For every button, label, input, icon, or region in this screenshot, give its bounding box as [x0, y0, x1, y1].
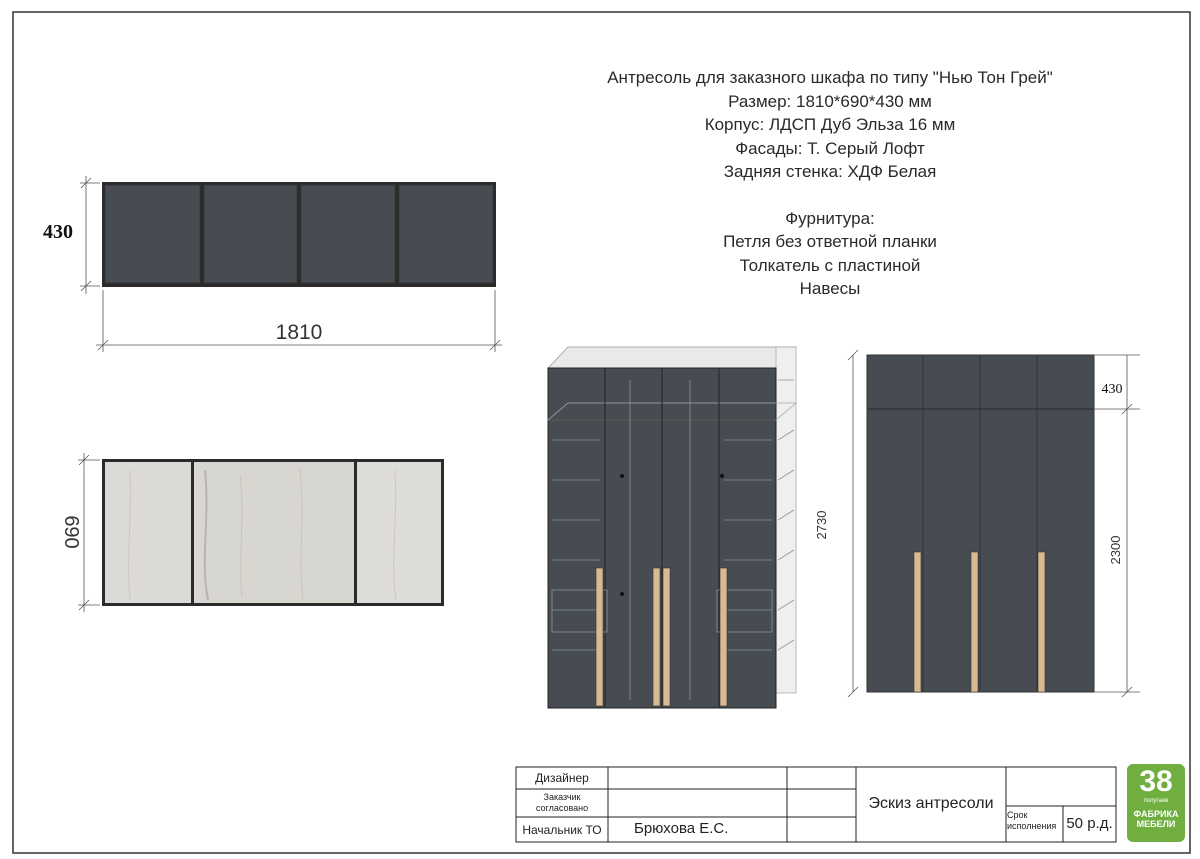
top-panel-2	[194, 462, 354, 603]
mezzanine-top-view	[102, 459, 444, 606]
drawing-title: Эскиз антресоли	[868, 795, 994, 812]
wardrobe-front-view	[867, 355, 1094, 692]
spec-body: Корпус: ЛДСП Дуб Эльза 16 мм	[704, 115, 956, 134]
manager-label: Начальник ТО	[522, 823, 602, 837]
manager-name: Брюхова Е.С.	[634, 820, 729, 837]
total-height-label: 2730	[814, 510, 829, 540]
deadline-label: Срок исполнения	[1007, 810, 1057, 831]
logo-brand-line2: МЕБЕЛИ	[1136, 819, 1176, 829]
handle	[971, 552, 978, 692]
specification-text	[560, 66, 1100, 301]
handle	[663, 568, 670, 706]
spec-size: Размер: 1810*690*430 мм	[728, 91, 932, 111]
front-height-label: 430	[43, 221, 73, 243]
wardrobe-height-label: 2300	[1108, 535, 1123, 565]
handle	[596, 568, 603, 706]
mezzanine-height-label: 430	[1101, 382, 1123, 397]
company-logo	[1127, 764, 1185, 842]
hardware-item: Навесы	[799, 279, 861, 298]
handle	[914, 552, 921, 692]
top-depth-label: 690	[60, 515, 82, 549]
mezzanine-front-view	[102, 182, 496, 287]
customer-label: Заказчик согласовано	[535, 792, 589, 813]
price: 50 р.д.	[1066, 815, 1113, 832]
front-door-4	[399, 185, 493, 283]
front-door-1	[105, 185, 200, 283]
designer-label: Дизайнер	[535, 771, 589, 785]
handle	[653, 568, 660, 706]
handle	[1038, 552, 1045, 692]
handle	[720, 568, 727, 706]
spec-title: Антресоль для заказного шкафа по типу "Нью Тон Грей"	[607, 68, 1053, 87]
hardware-heading: Фурнитура:	[785, 208, 875, 228]
wardrobe-isometric-view	[548, 347, 796, 708]
front-width-label: 1810	[275, 321, 323, 344]
hardware-item: Толкатель с пластиной	[739, 255, 921, 275]
front-door-2	[204, 185, 297, 283]
spec-back-wall: Задняя стенка: ХДФ Белая	[723, 162, 937, 181]
top-panel-1	[105, 462, 191, 603]
front-door-3	[301, 185, 395, 283]
logo-number: 38	[1139, 765, 1173, 798]
logo-brand-line1: ФАБРИКА	[1133, 809, 1179, 819]
spec-facades: Фасады: Т. Серый Лофт	[735, 138, 925, 158]
hardware-item: Петля без ответной планки	[723, 232, 937, 251]
logo-sub: попугаев	[1143, 798, 1169, 804]
top-panel-3	[357, 462, 441, 603]
